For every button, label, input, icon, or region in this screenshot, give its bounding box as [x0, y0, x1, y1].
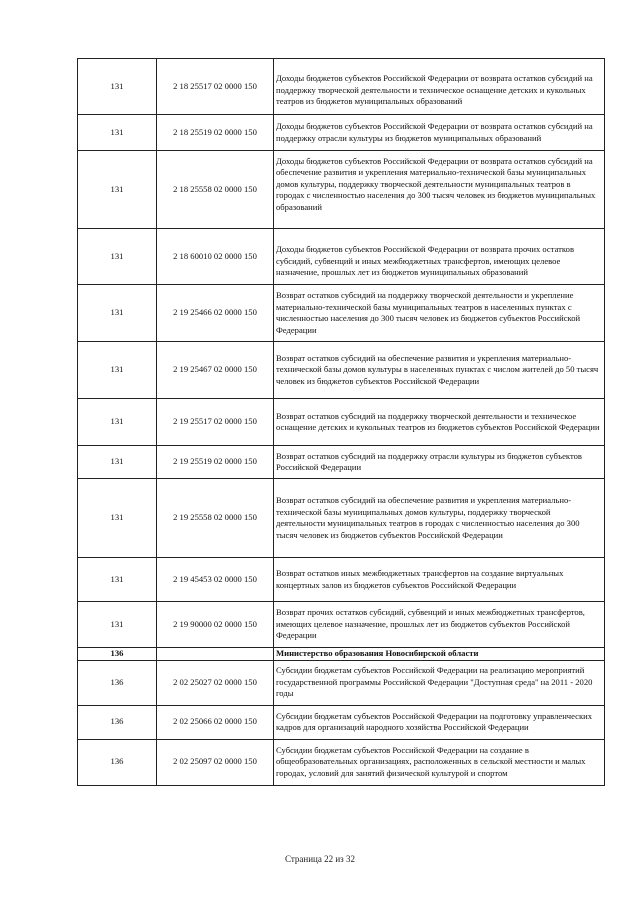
admin-code-cell: 131	[78, 229, 157, 285]
table-row	[78, 229, 605, 285]
income-name-cell: Доходы бюджетов субъектов Российской Федерации от возврата остатков субсидий на поддержку отрасли культуры из бюджетов муниципальных образований	[274, 115, 605, 151]
income-name-cell: Доходы бюджетов субъектов Российской Федерации от возврата остатков субсидий на обеспечение развития и укрепления материально-технической базы муниципальных домов культуры, поддержку творческой деятельности муниципальных театров в городах с численностью населения до 300 тысяч человек из бюджетов муниципальных образований	[274, 151, 605, 229]
table-row	[78, 479, 605, 558]
admin-code-cell: 131	[78, 399, 157, 446]
income-name-cell: Субсидии бюджетам субъектов Российской Федерации на подготовку управленческих кадров для организаций народного хозяйства Российской Федерации	[274, 705, 605, 739]
budget-code-cell: 2 19 25519 02 0000 150	[157, 446, 274, 479]
budget-code-cell: 2 02 25097 02 0000 150	[157, 739, 274, 785]
budget-code-cell: 2 18 25519 02 0000 150	[157, 115, 274, 151]
income-name-cell: Возврат остатков субсидий на поддержку творческой деятельности и укрепление материально-технической базы муниципальных театров в населенных пунктах с численностью населения до 300 тысяч человек из бюджетов субъектов Российской Федерации	[274, 285, 605, 342]
budget-code-cell: 2 19 25558 02 0000 150	[157, 479, 274, 558]
admin-code-cell: 131	[78, 479, 157, 558]
admin-code-cell: 131	[78, 558, 157, 602]
admin-code-cell: 131	[78, 342, 157, 399]
admin-code-cell: 131	[78, 59, 157, 115]
budget-code-cell: 2 18 60010 02 0000 150	[157, 229, 274, 285]
table-row	[78, 705, 605, 739]
table-row	[78, 648, 605, 661]
budget-code-cell: 2 19 90000 02 0000 150	[157, 602, 274, 648]
table-row	[78, 446, 605, 479]
income-name-cell: Возврат прочих остатков субсидий, субвенций и иных межбюджетных трансфертов, имеющих целевое назначение, прошлых лет из бюджетов субъектов Российской Федерации	[274, 602, 605, 648]
income-name-cell: Возврат остатков субсидий на поддержку отрасли культуры из бюджетов субъектов Российской Федерации	[274, 446, 605, 479]
admin-code-cell: 131	[78, 602, 157, 648]
admin-code-cell: 136	[78, 705, 157, 739]
budget-code-cell: 2 19 45453 02 0000 150	[157, 558, 274, 602]
admin-code-cell: 131	[78, 115, 157, 151]
table-body	[78, 59, 605, 786]
page-footer: Страница 22 из 32	[285, 854, 355, 864]
table-row	[78, 660, 605, 705]
income-name-cell: Доходы бюджетов субъектов Российской Федерации от возврата остатков субсидий на поддержку творческой деятельности и техническое оснащение детских и кукольных театров из бюджетов муниципальных образований	[274, 59, 605, 115]
income-name-cell: Субсидии бюджетам субъектов Российской Федерации на реализацию мероприятий государственной программы Российской Федерации "Доступная среда" на 2011 - 2020 годы	[274, 660, 605, 705]
income-name-cell: Возврат остатков иных межбюджетных трансфертов на создание виртуальных концертных залов из бюджетов субъектов Российской Федерации	[274, 558, 605, 602]
table-row	[78, 151, 605, 229]
admin-code-cell: 131	[78, 151, 157, 229]
table-row	[78, 342, 605, 399]
admin-code-cell: 136	[78, 648, 157, 661]
budget-code-cell: 2 19 25517 02 0000 150	[157, 399, 274, 446]
income-name-cell: Субсидии бюджетам субъектов Российской Федерации на создание в общеобразовательных организациях, расположенных в сельской местности и малых городах, условий для занятий физической культурой и спортом	[274, 739, 605, 785]
admin-code-cell: 131	[78, 446, 157, 479]
budget-code-cell: 2 18 25558 02 0000 150	[157, 151, 274, 229]
budget-code-cell	[157, 648, 274, 661]
table-row	[78, 285, 605, 342]
table-row	[78, 602, 605, 648]
income-name-cell: Министерство образования Новосибирской области	[274, 648, 605, 661]
income-name-cell: Возврат остатков субсидий на обеспечение развития и укрепления материально-технической базы домов культуры в населенных пунктах с числом жителей до 50 тысяч человек из бюджетов субъектов Российской Федерации	[274, 342, 605, 399]
admin-code-cell: 136	[78, 660, 157, 705]
table-row	[78, 399, 605, 446]
income-name-cell: Возврат остатков субсидий на поддержку творческой деятельности и техническое оснащение детских и кукольных театров из бюджетов субъектов Российской Федерации	[274, 399, 605, 446]
budget-classification-table	[77, 58, 605, 786]
table-row	[78, 59, 605, 115]
budget-code-cell: 2 02 25027 02 0000 150	[157, 660, 274, 705]
income-name-cell: Доходы бюджетов субъектов Российской Федерации от возврата прочих остатков субсидий, субвенций и иных межбюджетных трансфертов, имеющих целевое назначение, прошлых лет из бюджетов муниципальных образований	[274, 229, 605, 285]
income-name-cell: Возврат остатков субсидий на обеспечение развития и укрепления материально-технической базы муниципальных домов культуры, поддержку творческой деятельности муниципальных театров в городах с численностью населения до 300 тысяч человек из бюджетов субъектов Российской Федерации	[274, 479, 605, 558]
table-row	[78, 739, 605, 785]
budget-code-cell: 2 19 25467 02 0000 150	[157, 342, 274, 399]
admin-code-cell: 136	[78, 739, 157, 785]
budget-code-cell: 2 02 25066 02 0000 150	[157, 705, 274, 739]
table-row	[78, 115, 605, 151]
table-row	[78, 558, 605, 602]
budget-code-cell: 2 18 25517 02 0000 150	[157, 59, 274, 115]
admin-code-cell: 131	[78, 285, 157, 342]
budget-code-cell: 2 19 25466 02 0000 150	[157, 285, 274, 342]
